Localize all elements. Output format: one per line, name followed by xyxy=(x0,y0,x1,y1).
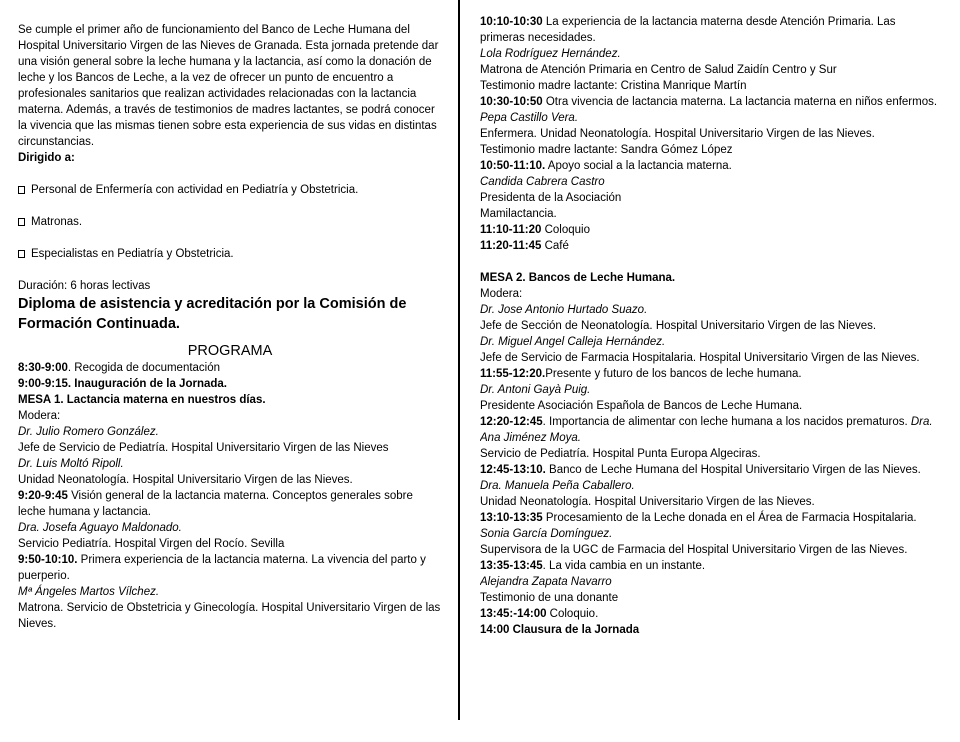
program-item: 11:20-11:45 Café xyxy=(480,240,569,252)
program-item: 10:50-11:10. Apoyo social a la lactancia materna. xyxy=(480,160,732,172)
programa-heading: PROGRAMA xyxy=(187,343,273,359)
speaker-role: Matrona de Atención Primaria en Centro de Salud Zaidín Centro y Sur xyxy=(480,64,837,76)
speaker-role: Presidenta de la Asociación xyxy=(480,192,622,204)
target-item: Personal de Enfermería con actividad en Pediatría y Obstetricia. xyxy=(18,182,442,198)
moderator-name: Dr. Julio Romero González. xyxy=(18,426,159,438)
checkbox-bullet-icon xyxy=(18,250,25,258)
testimony-text: Testimonio madre lactante: Sandra Gómez López xyxy=(480,144,733,156)
moderator-name: Dr. Miguel Angel Calleja Hernández. xyxy=(480,336,666,348)
program-item: 13:10-13:35 Procesamiento de la Leche donada en el Área de Farmacia Hospitalaria. xyxy=(480,512,917,524)
right-column xyxy=(480,14,942,734)
duration-text: Duración: 6 horas lectivas xyxy=(18,280,151,292)
modera-label: Modera: xyxy=(480,288,523,300)
program-item: 11:10-11:20 Coloquio xyxy=(480,224,590,236)
modera-label: Modera: xyxy=(18,410,61,422)
left-column xyxy=(18,22,442,742)
column-divider xyxy=(458,0,460,720)
moderator-role: Jefe de Servicio de Pediatría. Hospital Universitario Virgen de las Nieves xyxy=(18,442,389,454)
mesa1-heading: MESA 1. Lactancia materna en nuestros días. xyxy=(18,394,266,406)
program-item: 13:35-13:45. La vida cambia en un instante. xyxy=(480,560,706,572)
speaker-role: Presidente Asociación Española de Bancos de Leche Humana. xyxy=(480,400,803,412)
testimony-text: Testimonio madre lactante: Cristina Manrique Martín xyxy=(480,80,747,92)
speaker-name: Alejandra Zapata Navarro xyxy=(480,576,612,588)
mesa2-heading: MESA 2. Bancos de Leche Humana. xyxy=(480,272,676,284)
speaker-name: Lola Rodríguez Hernández. xyxy=(480,48,621,60)
checkbox-bullet-icon xyxy=(18,218,25,226)
dirigido-heading: Dirigido a: xyxy=(18,152,75,164)
speaker-name: Sonia García Domínguez. xyxy=(480,528,613,540)
diploma-heading: Diploma de asistencia y acreditación por la Comisión de Formación Continuada. xyxy=(18,296,407,332)
moderator-role: Jefe de Sección de Neonatología. Hospital Universitario Virgen de las Nieves. xyxy=(480,320,877,332)
moderator-role: Jefe de Servicio de Farmacia Hospitalaria. Hospital Universitario Virgen de las Nieves. xyxy=(480,352,920,364)
target-item: Matronas. xyxy=(18,214,442,230)
closing-item: 14:00 Clausura de la Jornada xyxy=(480,624,640,636)
program-item: 12:45-13:10. Banco de Leche Humana del Hospital Universitario Virgen de las Nieves. Dra. Manuela Peña Caballero. xyxy=(480,464,921,492)
checkbox-bullet-icon xyxy=(18,186,25,194)
program-item: 12:20-12:45. Importancia de alimentar con leche humana a los nacidos prematuros. Dra. Ana Jiménez Moya. xyxy=(480,416,933,444)
program-item: 8:30-9:00. Recogida de documentación xyxy=(18,362,221,374)
speaker-name: Candida Cabrera Castro xyxy=(480,176,605,188)
speaker-role: Supervisora de la UGC de Farmacia del Hospital Universitario Virgen de las Nieves. xyxy=(480,544,908,556)
speaker-name: Pepa Castillo Vera. xyxy=(480,112,579,124)
speaker-name: Dr. Antoni Gayà Puig. xyxy=(480,384,591,396)
moderator-name: Dr. Luis Moltó Ripoll. xyxy=(18,458,124,470)
speaker-role: Servicio de Pediatría. Hospital Punta Europa Algeciras. xyxy=(480,448,761,460)
speaker-role: Servicio Pediatría. Hospital Virgen del Rocío. Sevilla xyxy=(18,538,285,550)
moderator-name: Dr. Jose Antonio Hurtado Suazo. xyxy=(480,304,648,316)
program-item: 13:45:-14:00 Coloquio. xyxy=(480,608,599,620)
target-item: Especialistas en Pediatría y Obstetricia. xyxy=(18,246,442,262)
program-item: 9:20-9:45 Visión general de la lactancia materna. Conceptos generales sobre leche humana y lactancia. xyxy=(18,490,413,518)
speaker-name: Mª Ángeles Martos Vílchez. xyxy=(18,586,160,598)
program-item: 11:55-12:20.Presente y futuro de los bancos de leche humana. xyxy=(480,368,802,380)
speaker-role: Unidad Neonatología. Hospital Universitario Virgen de las Nieves. xyxy=(480,496,815,508)
moderator-role: Unidad Neonatología. Hospital Universitario Virgen de las Nieves. xyxy=(18,474,353,486)
speaker-role: Matrona. Servicio de Obstetricia y Ginecología. Hospital Universitario Virgen de las Nieves. xyxy=(18,602,441,630)
program-item: 10:30-10:50 Otra vivencia de lactancia materna. La lactancia materna en niños enfermos. xyxy=(480,96,938,108)
program-item: 9:00-9:15. Inauguración de la Jornada. xyxy=(18,378,227,390)
speaker-role: Testimonio de una donante xyxy=(480,592,619,604)
speaker-name: Dra. Josefa Aguayo Maldonado. xyxy=(18,522,182,534)
intro-paragraph: Se cumple el primer año de funcionamiento del Banco de Leche Humana del Hospital Universitario Virgen de las Nieves de Granada. Esta jornada pretende dar una visión general sobre la leche humana y la lactancia, así como la donación de leche y los Bancos de Leche, a la vez de ofrecer un punto de encuentro a profesionales sanitarios que realizan actividades relacionadas con la lactancia materna. Además, a través de testimonios de madres lactantes, se podrá conocer la vivencia que las mismas tienen sobre esta experiencia de sus vidas en distintas circunstancias. xyxy=(18,24,439,148)
program-item: 10:10-10:30 La experiencia de la lactancia materna desde Atención Primaria. Las primeras necesidades. xyxy=(480,16,896,44)
speaker-role: Enfermera. Unidad Neonatología. Hospital Universitario Virgen de las Nieves. xyxy=(480,128,875,140)
program-item: 9:50-10:10. Primera experiencia de la lactancia materna. La vivencia del parto y puerperio. xyxy=(18,554,426,582)
speaker-role: Mamilactancia. xyxy=(480,208,557,220)
